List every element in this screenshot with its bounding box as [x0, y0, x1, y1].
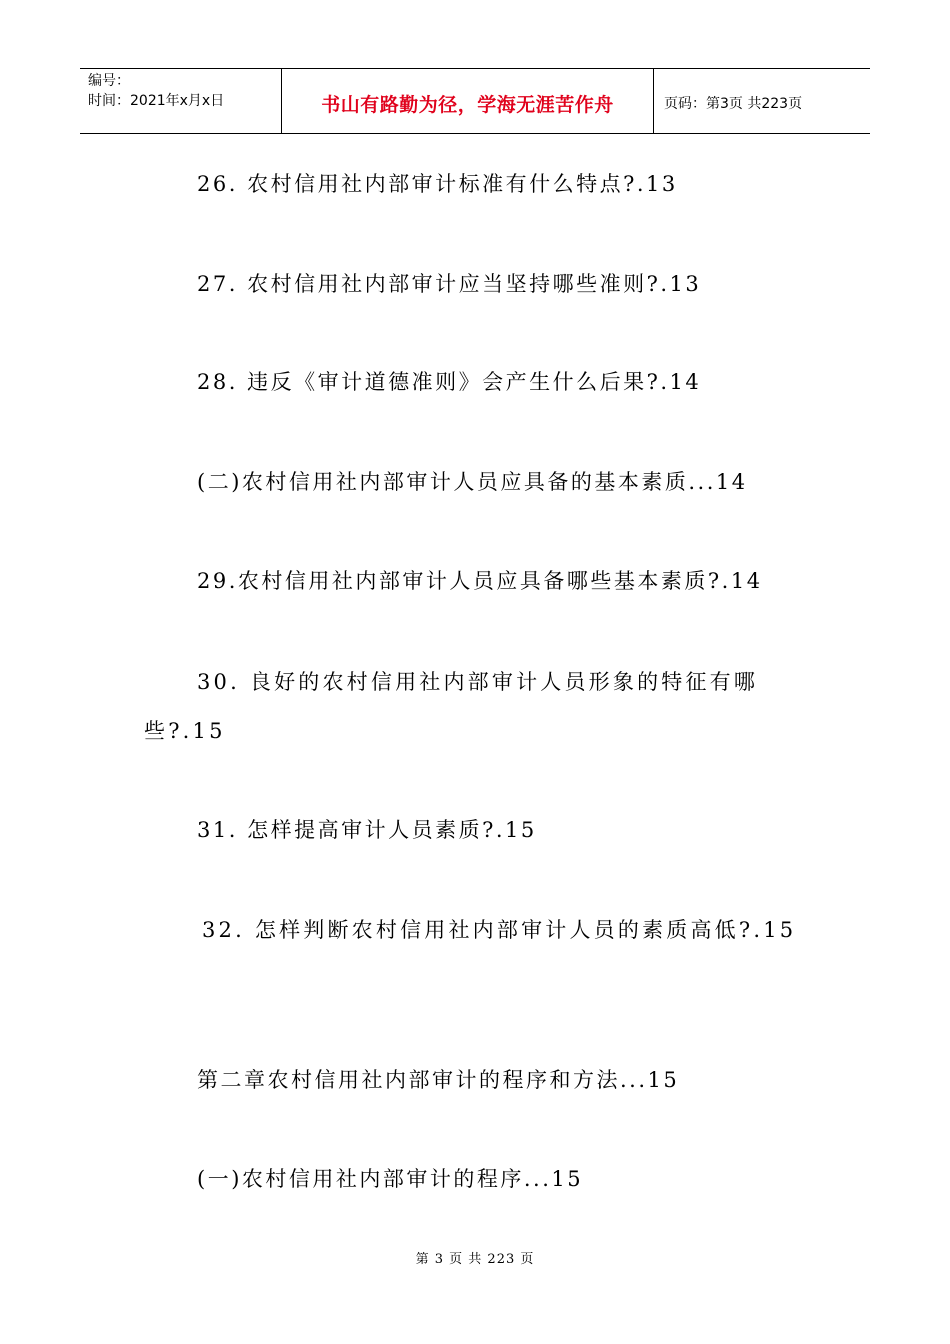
- toc-chapter-2: 第二章农村信用社内部审计的程序和方法...15: [197, 1068, 680, 1092]
- page-footer: 第 3 页 共 223 页: [415, 1252, 535, 1267]
- toc-section-2: (二)农村信用社内部审计人员应具备的基本素质...14: [197, 470, 748, 494]
- toc-entry-27: 27. 农村信用社内部审计应当坚持哪些准则?.13: [197, 272, 702, 296]
- document-number-label: 编号：: [88, 73, 130, 89]
- header-meta: [80, 69, 282, 133]
- toc-entry-26: 26. 农村信用社内部审计标准有什么特点?.13: [197, 172, 678, 196]
- header-page-info: 页码：第3页 共223页: [664, 96, 803, 112]
- toc-entry-31: 31. 怎样提高审计人员素质?.15: [197, 818, 537, 842]
- toc-entry-28: 28. 违反《审计道德准则》会产生什么后果?.14: [197, 370, 702, 394]
- page-header: [80, 68, 870, 134]
- header-motto: 书山有路勤为径，学海无涯苦作舟: [282, 69, 654, 133]
- toc-section-1: (一)农村信用社内部审计的程序...15: [197, 1167, 584, 1191]
- toc-entry-29: 29.农村信用社内部审计人员应具备哪些基本素质?.14: [197, 569, 763, 593]
- toc-entry-30: 30. 良好的农村信用社内部审计人员形象的特征有哪些?.15: [144, 670, 759, 743]
- toc-entry-32: 32. 怎样判断农村信用社内部审计人员的素质高低?.15: [202, 918, 797, 942]
- document-time: 时间：2021年x月x日: [88, 93, 225, 109]
